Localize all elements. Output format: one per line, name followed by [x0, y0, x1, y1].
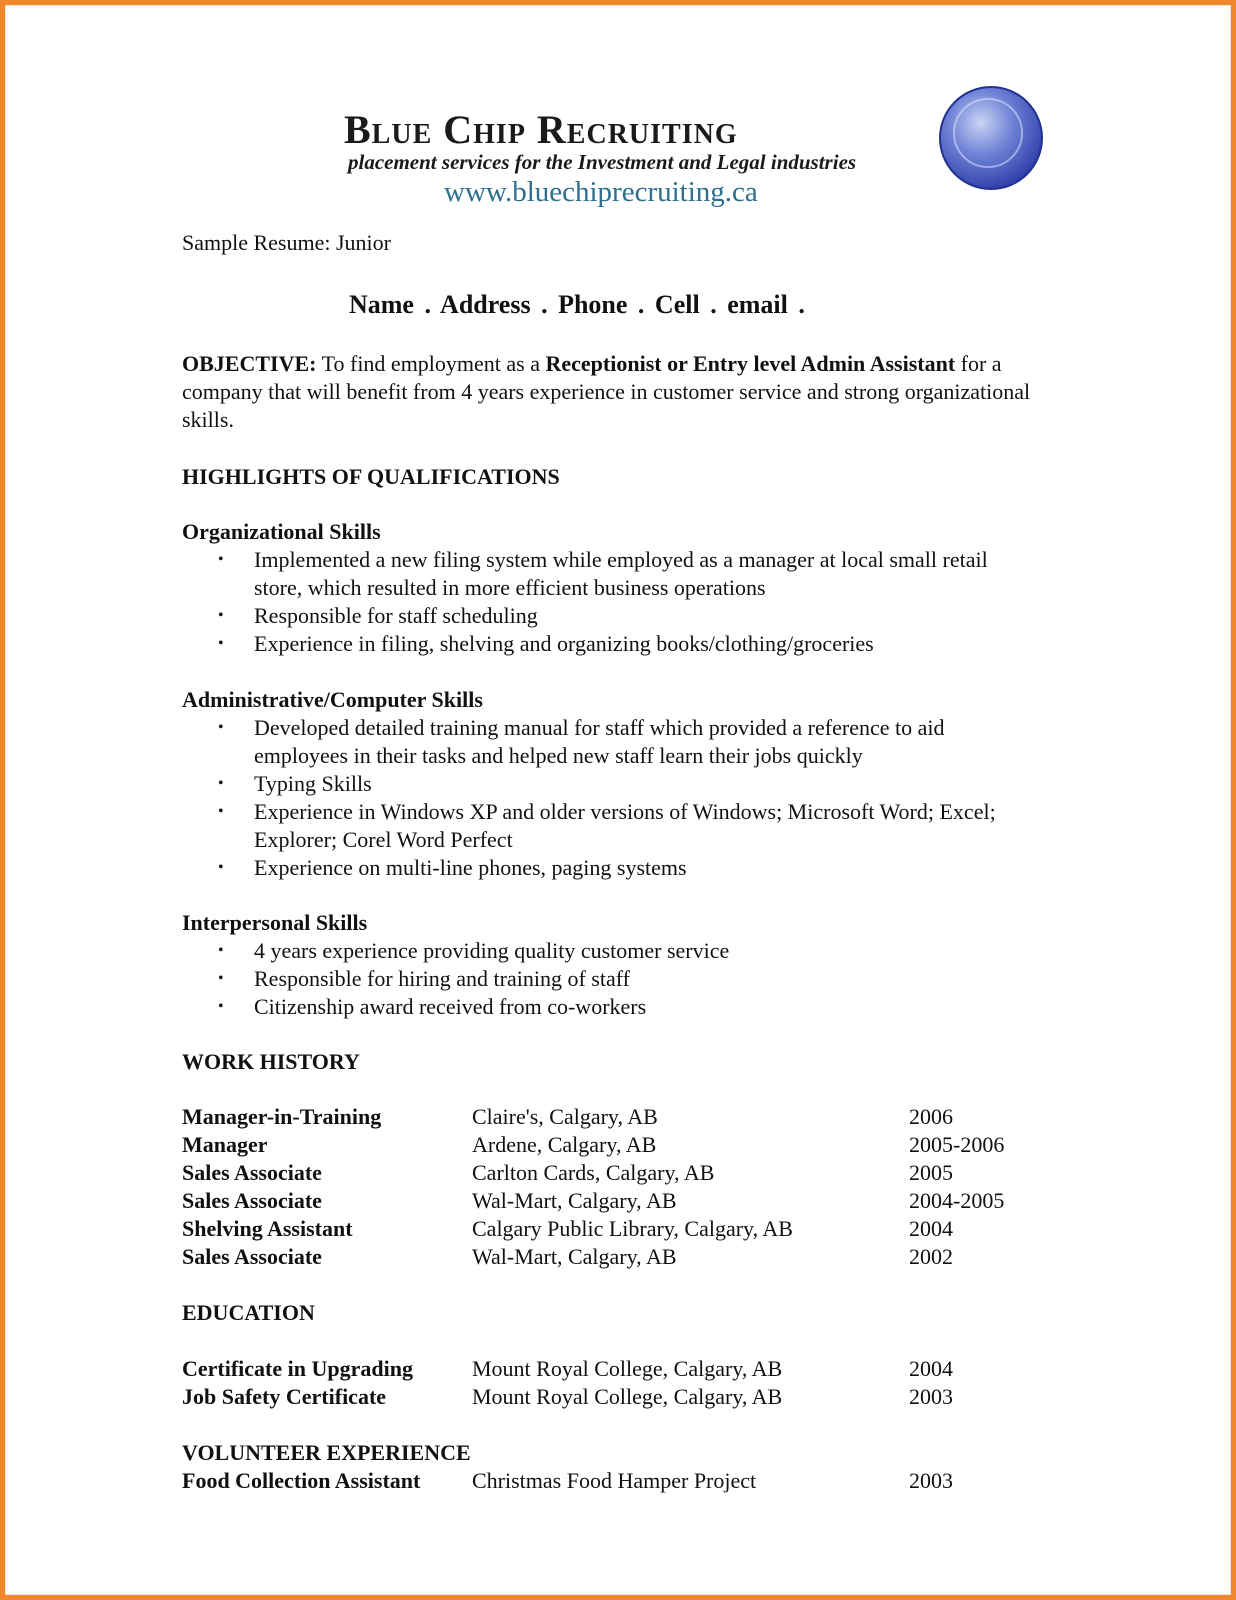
objective-text-a: To find employment as a	[316, 351, 546, 376]
job-place: Ardene, Calgary, AB	[472, 1132, 657, 1157]
education-heading: EDUCATION	[182, 1300, 315, 1325]
highlights-heading: HIGHLIGHTS OF QUALIFICATIONS	[182, 464, 560, 489]
table-row	[182, 1356, 1082, 1384]
job-year: 2006	[909, 1104, 953, 1129]
list-item	[182, 798, 1014, 854]
list-item-text: Experience in filing, shelving and organizing books/clothing/groceries	[254, 631, 874, 656]
list-item	[182, 714, 1014, 770]
group-title: Organizational Skills	[182, 519, 381, 544]
job-year: 2004-2005	[909, 1188, 1005, 1213]
brand-url[interactable]: www.bluechiprecruiting.ca	[444, 176, 758, 208]
edu-title: Job Safety Certificate	[182, 1384, 387, 1409]
objective-role: Receptionist or Entry level Admin Assistant	[545, 351, 956, 376]
volunteer-year: 2003	[909, 1468, 953, 1493]
list-item	[182, 602, 1014, 630]
list-item-text: Developed detailed training manual for staff which provided a reference to aid employees in their tasks and helped new staff learn their jobs quickly	[254, 715, 945, 768]
bullet-icon: •	[218, 607, 224, 624]
list-item	[182, 993, 1014, 1021]
edu-place: Mount Royal College, Calgary, AB	[472, 1384, 783, 1409]
job-place: Carlton Cards, Calgary, AB	[472, 1160, 715, 1185]
job-year: 2005	[909, 1160, 953, 1185]
edu-year: 2004	[909, 1356, 953, 1381]
job-title: Manager-in-Training	[182, 1104, 382, 1129]
list-item	[182, 937, 1014, 965]
bullet-icon: •	[218, 859, 224, 876]
bullet-icon: •	[218, 942, 224, 959]
job-year: 2005-2006	[909, 1132, 1005, 1157]
table-row	[182, 1244, 1082, 1272]
list-item-text: Responsible for staff scheduling	[254, 603, 538, 628]
table-row	[182, 1104, 1082, 1132]
objective-paragraph	[182, 350, 1052, 434]
job-year: 2004	[909, 1216, 953, 1241]
job-title: Sales Associate	[182, 1188, 322, 1213]
bullet-list	[182, 546, 1014, 658]
logo-circle-icon	[938, 85, 1044, 191]
list-item	[182, 630, 1014, 658]
bullet-icon: •	[218, 803, 224, 820]
volunteer-place: Christmas Food Hamper Project	[472, 1468, 757, 1493]
job-title: Manager	[182, 1132, 268, 1157]
job-title: Sales Associate	[182, 1160, 322, 1185]
edu-year: 2003	[909, 1384, 953, 1409]
list-item	[182, 965, 1014, 993]
bullet-icon: •	[218, 775, 224, 792]
group-title: Interpersonal Skills	[182, 910, 368, 935]
edu-place: Mount Royal College, Calgary, AB	[472, 1356, 783, 1381]
job-year: 2002	[909, 1244, 953, 1269]
table-row	[182, 1468, 1082, 1496]
list-item	[182, 770, 1014, 798]
list-item	[182, 854, 1014, 882]
bullet-icon: •	[218, 970, 224, 987]
list-item-text: Typing Skills	[254, 771, 372, 796]
bullet-icon: •	[218, 635, 224, 652]
objective-label: OBJECTIVE:	[182, 351, 317, 376]
list-item-text: Experience on multi-line phones, paging systems	[254, 855, 687, 880]
group-title: Administrative/Computer Skills	[182, 687, 483, 712]
table-row	[182, 1132, 1082, 1160]
table-row	[182, 1188, 1082, 1216]
list-item-text: Citizenship award received from co-workers	[254, 994, 647, 1019]
brand-tagline: placement services for the Investment and Legal industries	[348, 150, 857, 174]
objective-text-b: for a company that will benefit from 4 years experience in customer service and strong organizational skills.	[182, 351, 1031, 432]
bullet-list	[182, 714, 1014, 882]
edu-title: Certificate in Upgrading	[182, 1356, 413, 1381]
work-history-heading: WORK HISTORY	[182, 1049, 360, 1074]
job-place: Calgary Public Library, Calgary, AB	[472, 1216, 793, 1241]
job-title: Shelving Assistant	[182, 1216, 353, 1241]
volunteer-title: Food Collection Assistant	[182, 1468, 421, 1493]
job-title: Sales Associate	[182, 1244, 322, 1269]
table-row	[182, 1160, 1082, 1188]
list-item-text: 4 years experience providing quality customer service	[254, 938, 730, 963]
brand-name: Blue Chip Recruiting	[344, 107, 738, 152]
bullet-icon: •	[218, 998, 224, 1015]
volunteer-heading: VOLUNTEER EXPERIENCE	[182, 1440, 471, 1465]
list-item-text: Implemented a new filing system while employed as a manager at local small retail store, which resulted in more efficient business operations	[254, 547, 988, 600]
bullet-icon: •	[218, 719, 224, 736]
table-row	[182, 1384, 1082, 1412]
job-place: Claire's, Calgary, AB	[472, 1104, 658, 1129]
job-place: Wal-Mart, Calgary, AB	[472, 1188, 677, 1213]
table-row	[182, 1216, 1082, 1244]
job-place: Wal-Mart, Calgary, AB	[472, 1244, 677, 1269]
list-item-text: Responsible for hiring and training of staff	[254, 966, 630, 991]
list-item	[182, 546, 1014, 602]
list-item-text: Experience in Windows XP and older versions of Windows; Microsoft Word; Excel; Explorer; Corel Word Perfect	[254, 799, 996, 852]
contact-line: Name . Address . Phone . Cell . email .	[349, 290, 805, 319]
bullet-list	[182, 937, 1014, 1021]
bullet-icon: •	[218, 551, 224, 568]
sample-resume-title: Sample Resume: Junior	[182, 230, 391, 255]
